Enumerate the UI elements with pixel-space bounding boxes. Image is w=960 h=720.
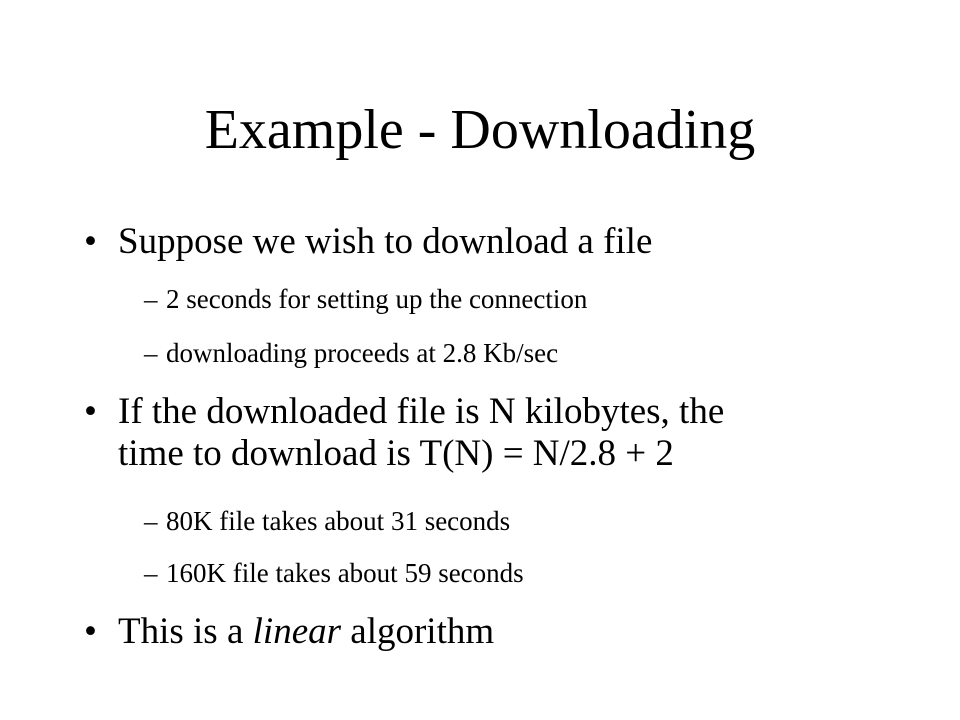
bullet-marker: • [84,391,97,432]
sub-bullet-marker: – [144,284,158,314]
sub-bullet-text: 160K file takes about 59 seconds [166,558,524,588]
emphasis-text: linear [252,611,342,652]
bullet-text-line-2: time to download is T(N) = N/2.8 + 2 [118,433,674,474]
bullet-text: Suppose we wish to download a file [118,221,653,262]
bullet-marker: • [84,611,97,652]
sub-bullet-text: downloading proceeds at 2.8 Kb/sec [166,338,559,368]
sub-bullet-text: 2 seconds for setting up the connection [166,284,588,314]
sub-bullet-marker: – [144,506,158,536]
bullet-text-line-1: If the downloaded file is N kilobytes, the [118,391,725,432]
sub-bullet-text: 80K file takes about 31 seconds [166,506,511,536]
bullet-text [118,611,494,653]
bullet-marker: • [84,221,97,262]
sub-bullet-marker: – [144,338,158,368]
bullet-text-before: This is a [118,611,253,652]
slide-title: Example - Downloading [204,99,756,161]
sub-bullet-marker: – [144,558,158,588]
bullet-text-after: algorithm [341,611,495,652]
